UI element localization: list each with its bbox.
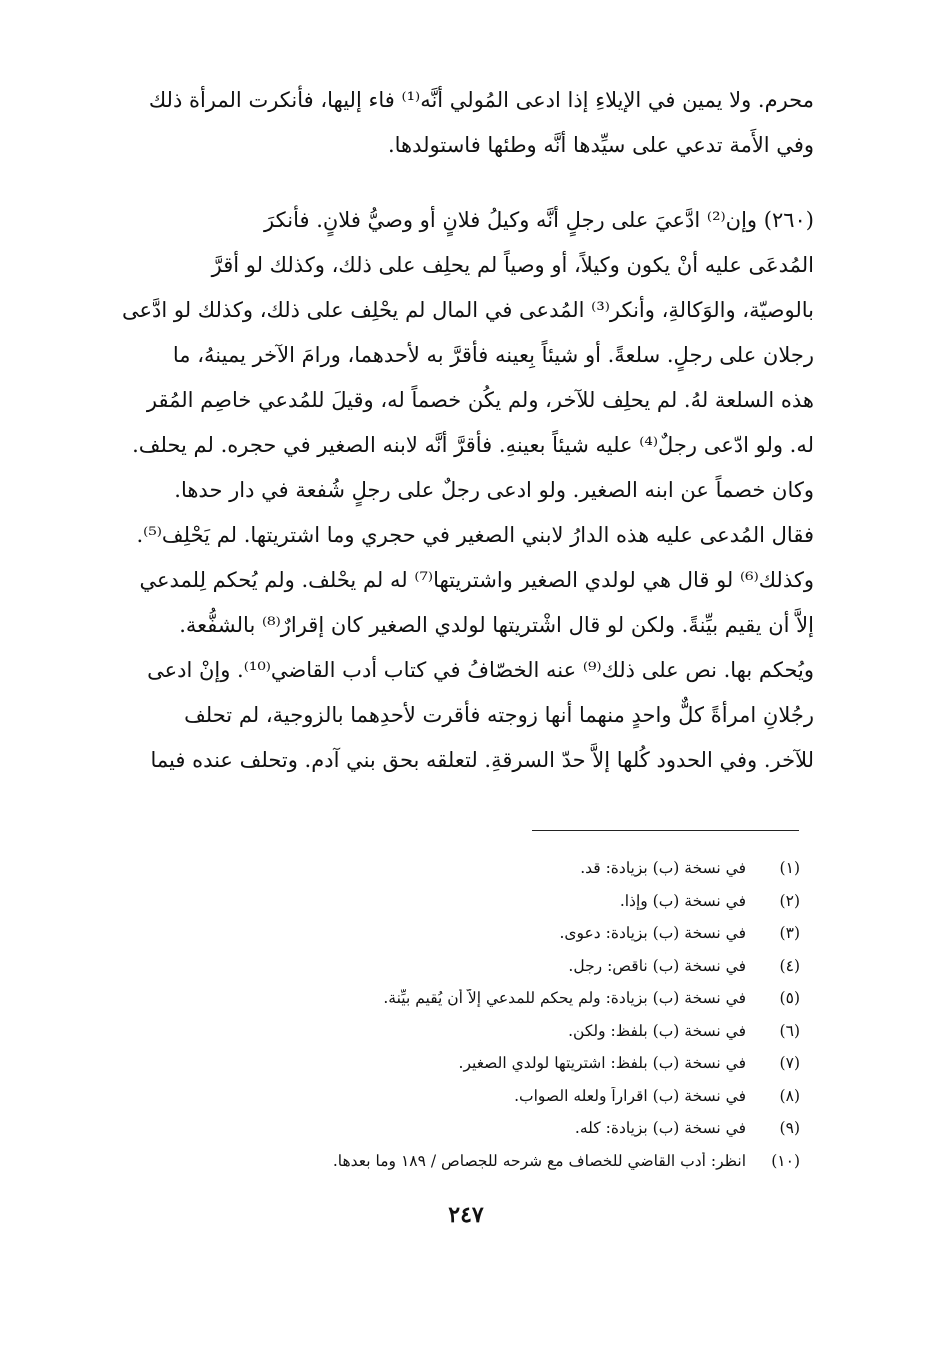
text-line: بالوصيّة، والوَكالةِ، وأنكر⁽³⁾ المُدعى في المال لم يحْلِف على ذلك، وكذلك لو ادَّعى xyxy=(121,298,814,322)
footnote-item xyxy=(200,1112,800,1145)
footnote-number: (١) xyxy=(779,859,800,878)
text-line: رجلان على رجلٍ. سلعةً. أو شيئاً بِعينه فأقرَّ به لأحدهما، ورامَ الآخر يمينهُ، ما xyxy=(172,343,814,367)
footnote-item xyxy=(200,950,800,983)
footnote-text: في نسخة (ب) بزيادة: قد. xyxy=(580,859,746,878)
text-line: (٢٦٠) وإن⁽²⁾ ادَّعيَ على رجلٍ أنَّه وكيلُ فلانٍ أو وصيُّ فلانٍ. فأنكرَ xyxy=(264,208,814,232)
footnote-item xyxy=(200,1080,800,1113)
text-line: المُدعَى عليه أنْ يكون وكيلاً، أو وصياً لم يحلِف على ذلك، وكذلك لو أقرَّ xyxy=(211,253,814,277)
footnote-number: (٥) xyxy=(779,989,800,1008)
footnote-number: (٦) xyxy=(779,1021,800,1040)
text-line: له. ولو ادّعى رجلٌ⁽⁴⁾ عليه شيئاً بعينهِ. فأقرَّ أنَّه لابنه الصغير في حجره. لم يحلف. xyxy=(132,433,814,457)
footnote-number: (٧) xyxy=(779,1054,800,1073)
footnote-item xyxy=(200,1015,800,1048)
footnote-item xyxy=(200,1047,800,1080)
footnote-divider xyxy=(532,830,799,831)
paragraph-260 xyxy=(104,198,814,783)
paragraph-1 xyxy=(104,78,814,168)
text-line: وكذلك⁽⁶⁾ لو قال هي لولدي الصغير واشتريتها⁽⁷⁾ له لم يحْلف. ولم يُحكم لِلمدعي xyxy=(139,568,814,592)
footnote-number: (٤) xyxy=(779,956,800,975)
footnote-item xyxy=(200,1145,800,1178)
footnote-text: في نسخة (ب) بلفظ: ولكن. xyxy=(568,1021,746,1040)
footnote-number: (٢) xyxy=(779,891,800,910)
text-line: محرم. ولا يمين في الإيلاءِ إذا ادعى المُولي أنَّه⁽¹⁾ فاء إليها، فأنكرت المرأة ذلك xyxy=(148,88,814,112)
footnote-number: (٩) xyxy=(779,1119,800,1138)
text-line: ويُحكم بها. نص على ذلك⁽⁹⁾ عنه الخصّافُ في كتاب أدب القاضي⁽¹⁰⁾. وإنْ ادعى xyxy=(147,658,814,682)
footnote-item xyxy=(200,885,800,918)
page-number: ٢٤٧ xyxy=(448,1202,484,1228)
footnote-text: في نسخة (ب) ناقص: رجل. xyxy=(568,956,746,975)
footnote-number: (٣) xyxy=(779,924,800,943)
footnotes xyxy=(200,852,800,1177)
footnote-number: (٨) xyxy=(779,1086,800,1105)
footnote-text: في نسخة (ب) بلفظ: اشتريتها لولدي الصغير. xyxy=(458,1054,746,1073)
text-line: فقال المُدعى عليه هذه الدارُ لابني الصغير في حجري وما اشتريتها. لم يَحْلِف⁽⁵⁾. xyxy=(136,523,814,547)
footnote-text: في نسخة (ب) بزيادة: دعوى. xyxy=(559,924,746,943)
footnote-text: في نسخة (ب) بزيادة: كله. xyxy=(574,1119,746,1138)
text-line: وفي الأَمة تدعي على سيِّدها أنَّه وطئها فاستولدها. xyxy=(387,133,814,157)
text-line: وكان خصماً عن ابنه الصغير. ولو ادعى رجلٌ على رجلٍ شُفعة في دار حدها. xyxy=(174,478,814,502)
footnote-text: في نسخة (ب) وإذا. xyxy=(619,891,746,910)
text-line: هذه السلعة لهُ. لم يحلِف للآخر، ولم يكُن خصماً له، وقيلَ للمُدعي خاصِم المُقر xyxy=(146,388,814,412)
footnote-number: (١٠) xyxy=(771,1151,800,1170)
footnote-text: في نسخة (ب) اقراراً ولعله الصواب. xyxy=(514,1086,746,1105)
footnote-text: انظر: أدب القاضي للخصاف مع شرحه للجصاص / ١٨٩ وما بعدها. xyxy=(332,1151,746,1170)
footnote-text: في نسخة (ب) بزيادة: ولم يحكم للمدعي إلاّ أن يُقيم بيِّنة. xyxy=(383,989,746,1008)
footnote-item xyxy=(200,917,800,950)
text-line: رجُلانِ امرأةً كلٌّ واحدٍ منهما أنها زوجته فأقرت لأحدِهما بالزوجية، لم تحلف xyxy=(184,703,814,727)
text-line: للآخر. وفي الحدود كُلها إلاَّ حدّ السرقةِ. لتعلقه بحق بني آدم. وتحلف عنده فيما xyxy=(150,748,814,772)
text-line: إلاَّ أن يقيم بيِّنةً. ولكن لو قال اشْتريتها لولدي الصغير كان إقرارٌ⁽⁸⁾ بالشفُّعة. xyxy=(179,613,814,637)
footnote-item xyxy=(200,982,800,1015)
footnote-item xyxy=(200,852,800,885)
